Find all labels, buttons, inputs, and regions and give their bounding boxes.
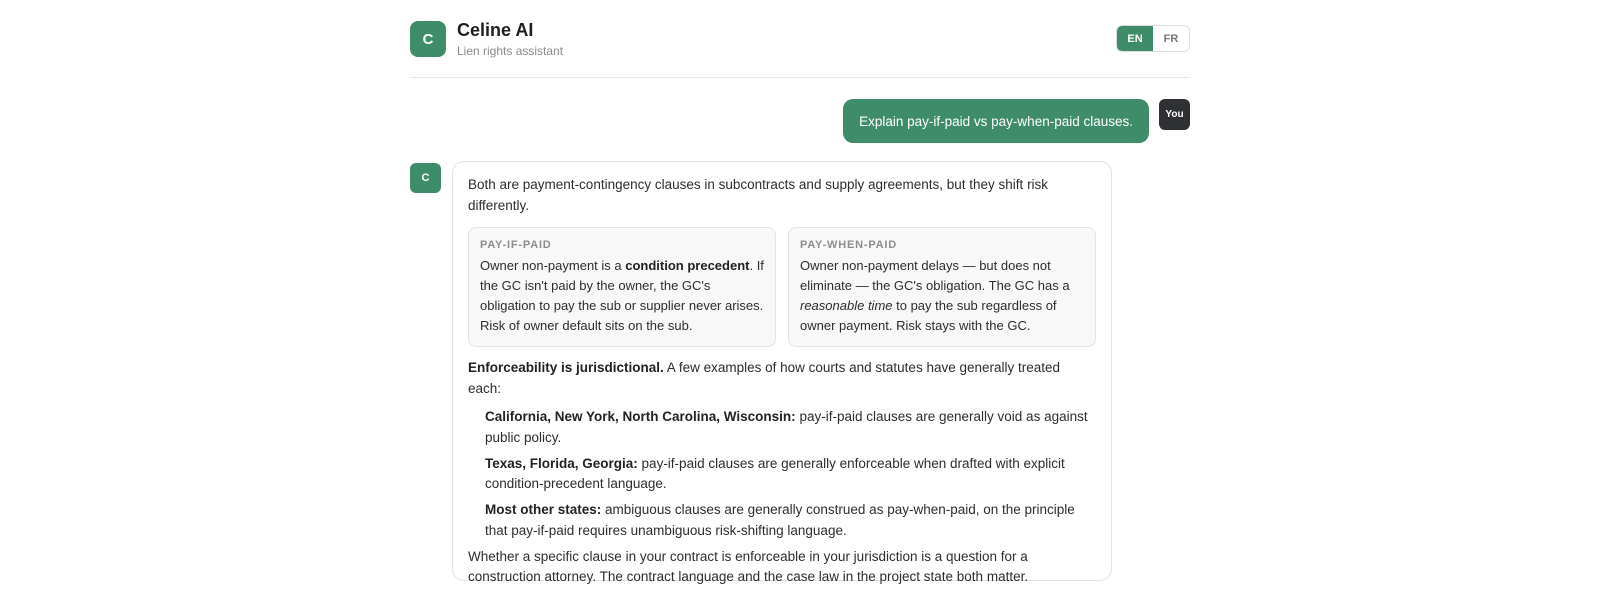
list-item: California, New York, North Carolina, Wisconsin: pay-if-paid clauses are generally void as against public policy. — [485, 409, 1088, 445]
chat-page — [410, 0, 1190, 602]
pay-when-paid-card — [788, 227, 1096, 347]
enforceability-note: Enforceability is jurisdictional. A few examples of how courts and statutes have generally treated each: — [468, 360, 1061, 396]
pay-when-paid-title: PAY-WHEN-PAID — [800, 239, 897, 251]
brand-avatar: C — [410, 21, 446, 57]
assistant-closing: Whether a specific clause in your contract is enforceable in your jurisdiction is a question for a construction attorney. The contract language and the case law in the project state both matter. — [468, 548, 1029, 584]
jurisdiction-list — [468, 407, 1096, 541]
pay-if-paid-title: PAY-IF-PAID — [480, 239, 552, 251]
pay-if-paid-description: Owner non-payment is a condition precedent. If the GC isn't paid by the owner, the GC's obligation to pay the sub or supplier never arises. Risk of owner default sits on the sub. — [480, 258, 764, 333]
assistant-message-card — [452, 161, 1112, 584]
list-item: Texas, Florida, Georgia: pay-if-paid clauses are generally enforceable when drafted with explicit condition-precedent language. — [485, 455, 1065, 491]
user-message-bubble: Explain pay-if-paid vs pay-when-paid clauses. — [843, 99, 1149, 143]
user-avatar: You — [1159, 99, 1190, 130]
pay-if-paid-card — [468, 227, 776, 347]
app-subtitle: Lien rights assistant — [457, 44, 564, 58]
clause-comparison — [468, 227, 1096, 347]
language-en-button[interactable]: EN — [1117, 26, 1153, 51]
list-item: Most other states: ambiguous clauses are generally construed as pay-when-paid, on the principle that pay-if-paid requires unambiguous risk-shifting language. — [485, 502, 1075, 538]
language-toggle — [1116, 25, 1190, 52]
language-fr-button[interactable]: FR — [1153, 26, 1189, 51]
user-message-row — [843, 99, 1190, 143]
assistant-intro: Both are payment-contingency clauses in subcontracts and supply agreements, but they shift risk differently. — [468, 177, 1049, 213]
pay-when-paid-description: Owner non-payment delays — but does not eliminate — the GC's obligation. The GC has a reasonable time to pay the sub regardless of owner payment. Risk stays with the GC. — [800, 258, 1070, 333]
chat-header — [410, 0, 1190, 78]
app-title: Celine AI — [457, 20, 534, 40]
assistant-avatar: C — [410, 163, 441, 193]
